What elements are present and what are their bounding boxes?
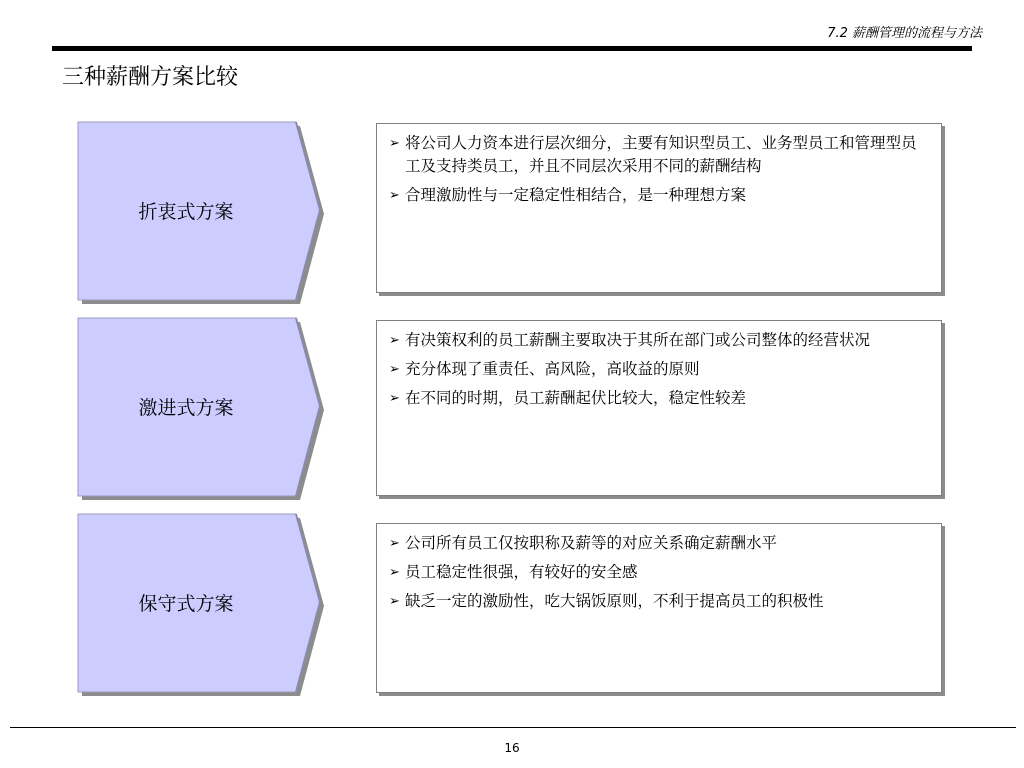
arrow-bullet-icon: ➢ bbox=[389, 391, 400, 406]
arrow-bullet-icon: ➢ bbox=[389, 136, 400, 151]
scheme-description-aggressive bbox=[376, 320, 942, 496]
bullet-item: ➢ 缺乏一定的激励性，吃大锅饭原则，不利于提高员工的积极性 bbox=[389, 590, 925, 613]
scheme-description-conservative bbox=[376, 523, 942, 693]
bullet-item: ➢ 有决策权利的员工薪酬主要取决于其所在部门或公司整体的经营状况 bbox=[389, 329, 925, 352]
footer-divider bbox=[10, 727, 1016, 728]
arrow-bullet-icon: ➢ bbox=[389, 594, 400, 609]
bullet-item: ➢ 员工稳定性很强，有较好的安全感 bbox=[389, 561, 925, 584]
scheme-label-conservative bbox=[76, 512, 326, 698]
arrow-bullet-icon: ➢ bbox=[389, 333, 400, 348]
top-divider bbox=[52, 46, 972, 51]
bullet-item: ➢ 合理激励性与一定稳定性相结合，是一种理想方案 bbox=[389, 184, 925, 207]
scheme-label-text: 激进式方案 bbox=[138, 396, 234, 419]
section-title: 7.2 薪酬管理的流程与方法 bbox=[827, 26, 982, 41]
scheme-label-aggressive bbox=[76, 316, 326, 502]
arrow-bullet-icon: ➢ bbox=[389, 188, 400, 203]
scheme-label-text: 折衷式方案 bbox=[138, 200, 234, 223]
scheme-label-compromise bbox=[76, 120, 326, 306]
page-title: 三种薪酬方案比较 bbox=[62, 65, 239, 90]
page-number: 16 bbox=[504, 741, 520, 755]
arrow-bullet-icon: ➢ bbox=[389, 565, 400, 580]
bullet-item: ➢ 在不同的时期，员工薪酬起伏比较大，稳定性较差 bbox=[389, 387, 925, 410]
arrow-bullet-icon: ➢ bbox=[389, 536, 400, 551]
arrow-bullet-icon: ➢ bbox=[389, 362, 400, 377]
bullet-item: ➢ 将公司人力资本进行层次细分，主要有知识型员工、业务型员工和管理型员工及支持类员工，并且不同层次采用不同的薪酬结构 bbox=[389, 134, 917, 175]
bullet-item: ➢ 充分体现了重责任、高风险，高收益的原则 bbox=[389, 358, 925, 381]
scheme-description-compromise bbox=[376, 123, 942, 293]
bullet-item: ➢ 公司所有员工仅按职称及薪等的对应关系确定薪酬水平 bbox=[389, 532, 925, 555]
scheme-label-text: 保守式方案 bbox=[138, 592, 234, 615]
